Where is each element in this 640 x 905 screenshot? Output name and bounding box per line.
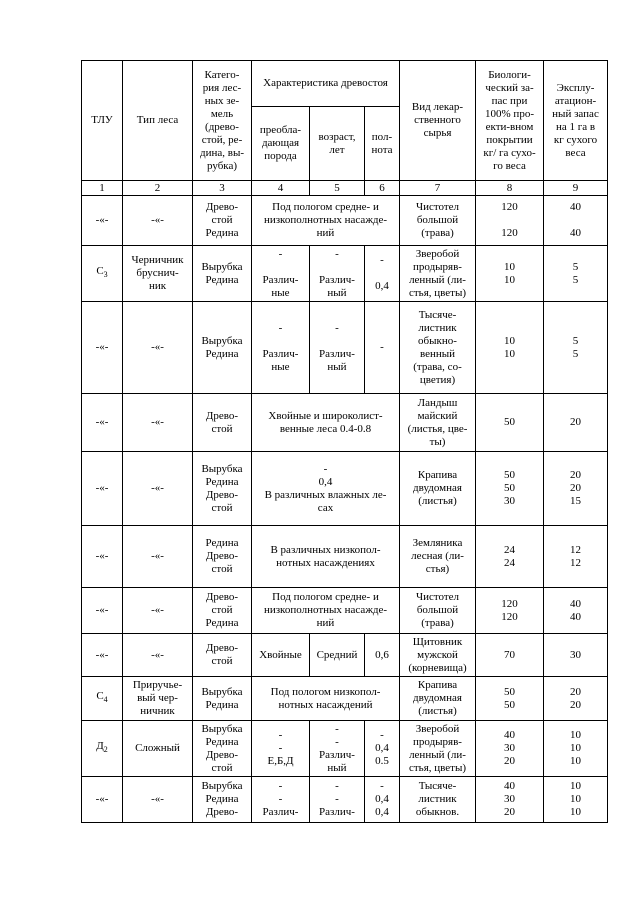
cell-raw-material: Ландыш майский (листья, цве- ты) bbox=[400, 394, 476, 452]
header-raw-material: Вид лекар- ственного сырья bbox=[400, 61, 476, 181]
cell-tlu: -«- bbox=[82, 777, 123, 823]
cell-forest-type: Приручье- вый чер- ничник bbox=[123, 677, 193, 721]
table-row bbox=[82, 196, 608, 246]
cell-raw-material: Крапива двудомная (листья) bbox=[400, 452, 476, 526]
table-row bbox=[82, 452, 608, 526]
cell-dominant-species: - - Е,Б,Д bbox=[252, 721, 310, 777]
table-row bbox=[82, 634, 608, 677]
cell-forest-type: -«- bbox=[123, 452, 193, 526]
cell-exploit-stock: 40 40 bbox=[544, 196, 608, 246]
cell-land-category: Вырубка Редина bbox=[193, 246, 252, 302]
cell-raw-material: Тысяче- листник обыкнов. bbox=[400, 777, 476, 823]
tlu-subscript: 2 bbox=[103, 745, 108, 755]
cell-land-category: Вырубка Редина Древо- стой bbox=[193, 721, 252, 777]
cell-raw-material: Чистотел большой (трава) bbox=[400, 196, 476, 246]
cell-raw-material: Щитовник мужской (корневища) bbox=[400, 634, 476, 677]
cell-bio-stock: 50 50 30 bbox=[476, 452, 544, 526]
cell-dominant-species: - Различ- ные bbox=[252, 246, 310, 302]
column-number: 7 bbox=[400, 181, 476, 196]
cell-forest-type: -«- bbox=[123, 196, 193, 246]
cell-raw-material: Тысяче- листник обыкно- венный (трава, со- цветия) bbox=[400, 302, 476, 394]
cell-land-category: Вырубка Редина Древо- bbox=[193, 777, 252, 823]
cell-density: - 0,4 0.5 bbox=[365, 721, 400, 777]
cell-tlu: -«- bbox=[82, 394, 123, 452]
cell-dominant-species: - Различ- ные bbox=[252, 302, 310, 394]
header-density: пол- нота bbox=[365, 107, 400, 181]
cell-land-category: Древо- стой bbox=[193, 394, 252, 452]
column-number: 1 bbox=[82, 181, 123, 196]
cell-bio-stock: 50 bbox=[476, 394, 544, 452]
cell-exploit-stock: 30 bbox=[544, 634, 608, 677]
cell-exploit-stock: 5 5 bbox=[544, 302, 608, 394]
cell-exploit-stock: 20 bbox=[544, 394, 608, 452]
cell-bio-stock: 10 10 bbox=[476, 246, 544, 302]
forest-resources-table bbox=[81, 60, 608, 823]
header-land-category: Катего- рия лес- ных зе- мель (древо- стой, ре- дина, вы- рубка) bbox=[193, 61, 252, 181]
cell-density: - bbox=[365, 302, 400, 394]
cell-stand-characteristics: - 0,4 В различных влажных ле- сах bbox=[252, 452, 400, 526]
cell-tlu: -«- bbox=[82, 634, 123, 677]
cell-forest-type: -«- bbox=[123, 302, 193, 394]
header-exploit-stock: Эксплу- атацион- ный запас на 1 га в кг сухого веса bbox=[544, 61, 608, 181]
tlu-subscript: 3 bbox=[103, 270, 108, 280]
column-number: 4 bbox=[252, 181, 310, 196]
cell-density: - 0,4 0,4 bbox=[365, 777, 400, 823]
table-row bbox=[82, 526, 608, 588]
cell-raw-material: Зверобой продыряв- ленный (ли- стья, цветы) bbox=[400, 721, 476, 777]
column-number: 8 bbox=[476, 181, 544, 196]
table-row bbox=[82, 394, 608, 452]
header-forest-type: Тип леса bbox=[123, 61, 193, 181]
cell-land-category: Древо- стой Редина bbox=[193, 588, 252, 634]
cell-forest-type: -«- bbox=[123, 394, 193, 452]
cell-tlu: -«- bbox=[82, 588, 123, 634]
table-row bbox=[82, 588, 608, 634]
cell-bio-stock: 120 120 bbox=[476, 196, 544, 246]
cell-bio-stock: 24 24 bbox=[476, 526, 544, 588]
cell-land-category: Вырубка Редина Древо- стой bbox=[193, 452, 252, 526]
cell-bio-stock: 50 50 bbox=[476, 677, 544, 721]
column-number: 5 bbox=[310, 181, 365, 196]
cell-age: Средний bbox=[310, 634, 365, 677]
cell-dominant-species: Хвойные bbox=[252, 634, 310, 677]
table-row bbox=[82, 302, 608, 394]
column-number: 6 bbox=[365, 181, 400, 196]
cell-forest-type: Сложный bbox=[123, 721, 193, 777]
cell-raw-material: Чистотел большой (трава) bbox=[400, 588, 476, 634]
header-age: возраст, лет bbox=[310, 107, 365, 181]
cell-tlu: -«- bbox=[82, 302, 123, 394]
cell-dominant-species: - - Различ- bbox=[252, 777, 310, 823]
cell-raw-material: Крапива двудомная (листья) bbox=[400, 677, 476, 721]
cell-land-category: Древо- стой bbox=[193, 634, 252, 677]
cell-tlu: $Д_2$ bbox=[82, 721, 123, 777]
column-number: 9 bbox=[544, 181, 608, 196]
cell-exploit-stock: 12 12 bbox=[544, 526, 608, 588]
cell-tlu: -«- bbox=[82, 452, 123, 526]
cell-land-category: Вырубка Редина bbox=[193, 677, 252, 721]
header-bio-stock: Биологи- ческий за- пас при 100% про- екти-вном покрытии кг/ га сухо- го веса bbox=[476, 61, 544, 181]
cell-forest-type: -«- bbox=[123, 634, 193, 677]
cell-exploit-stock: 20 20 15 bbox=[544, 452, 608, 526]
cell-raw-material: Зверобой продыряв- ленный (ли- стья, цветы) bbox=[400, 246, 476, 302]
cell-bio-stock: 10 10 bbox=[476, 302, 544, 394]
header-dominant-species: преобла- дающая порода bbox=[252, 107, 310, 181]
cell-bio-stock: 70 bbox=[476, 634, 544, 677]
cell-raw-material: Земляника лесная (ли- стья) bbox=[400, 526, 476, 588]
cell-density: - 0,4 bbox=[365, 246, 400, 302]
cell-tlu: $С_4$ bbox=[82, 677, 123, 721]
cell-stand-characteristics: Под пологом средне- и низкополнотных насажде- ний bbox=[252, 196, 400, 246]
cell-land-category: Вырубка Редина bbox=[193, 302, 252, 394]
cell-exploit-stock: 20 20 bbox=[544, 677, 608, 721]
cell-age: - Различ- ный bbox=[310, 246, 365, 302]
cell-tlu: $С_3$ bbox=[82, 246, 123, 302]
table-row bbox=[82, 677, 608, 721]
cell-age: - Различ- ный bbox=[310, 302, 365, 394]
table-row bbox=[82, 246, 608, 302]
cell-bio-stock: 40 30 20 bbox=[476, 721, 544, 777]
cell-bio-stock: 40 30 20 bbox=[476, 777, 544, 823]
column-number: 3 bbox=[193, 181, 252, 196]
cell-stand-characteristics: Под пологом низкопол- нотных насаждений bbox=[252, 677, 400, 721]
cell-stand-characteristics: В различных низкопол- нотных насаждениях bbox=[252, 526, 400, 588]
cell-stand-characteristics: Хвойные и широколист- венные леса 0.4-0.8 bbox=[252, 394, 400, 452]
tlu-subscript: 4 bbox=[103, 695, 108, 705]
cell-land-category: Редина Древо- стой bbox=[193, 526, 252, 588]
cell-exploit-stock: 10 10 10 bbox=[544, 777, 608, 823]
header-tlu: ТЛУ bbox=[82, 61, 123, 181]
cell-exploit-stock: 40 40 bbox=[544, 588, 608, 634]
cell-land-category: Древо- стой Редина bbox=[193, 196, 252, 246]
cell-forest-type: -«- bbox=[123, 526, 193, 588]
cell-density: 0,6 bbox=[365, 634, 400, 677]
cell-exploit-stock: 5 5 bbox=[544, 246, 608, 302]
cell-stand-characteristics: Под пологом средне- и низкополнотных насажде- ний bbox=[252, 588, 400, 634]
cell-forest-type: -«- bbox=[123, 777, 193, 823]
cell-exploit-stock: 10 10 10 bbox=[544, 721, 608, 777]
table-row bbox=[82, 721, 608, 777]
cell-bio-stock: 120 120 bbox=[476, 588, 544, 634]
column-number: 2 bbox=[123, 181, 193, 196]
cell-tlu: -«- bbox=[82, 196, 123, 246]
cell-tlu: -«- bbox=[82, 526, 123, 588]
header-stand-characteristics: Характеристика древостоя bbox=[252, 61, 400, 107]
cell-forest-type: -«- bbox=[123, 588, 193, 634]
cell-age: - - Различ- bbox=[310, 777, 365, 823]
table-row bbox=[82, 777, 608, 823]
cell-forest-type: Черничник бруснич- ник bbox=[123, 246, 193, 302]
cell-age: - - Различ- ный bbox=[310, 721, 365, 777]
